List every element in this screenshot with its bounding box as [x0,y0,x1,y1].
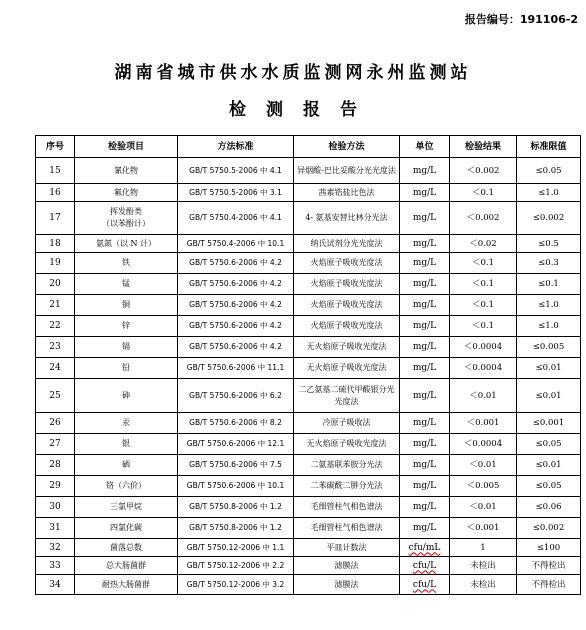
cell-standard: GB/T 5750.4-2006 中 4.1 [178,202,294,235]
cell-result: ＜0.0004 [450,358,517,379]
cell-seq: 32 [36,539,75,557]
cell-seq: 20 [36,274,75,295]
cell-limit: ≤1.0 [517,316,581,337]
cell-seq: 16 [36,184,75,202]
cell-method: 滤膜法 [294,557,400,575]
cell-seq: 21 [36,295,75,316]
report-number: 报告编号：191106-2 [464,13,578,26]
table-row [36,557,581,575]
header-item: 检验项目 [75,136,178,158]
cell-standard: GB/T 5750.6-2006 中 8.2 [178,413,294,434]
cell-method: 火焰原子吸收光度法 [294,274,400,295]
cell-seq: 29 [36,476,75,497]
cell-limit: ≤1.0 [517,295,581,316]
cell-limit: ≤0.05 [517,434,581,455]
header-result: 检验结果 [450,136,517,158]
cell-item: 铜 [75,295,178,316]
table-row [36,337,581,358]
cell-method: 二苯碳酰二肼分光法 [294,476,400,497]
cell-item: 总大肠菌群 [75,557,178,575]
cell-limit: 不得检出 [517,575,581,595]
cell-item: 氨氮（以 N 计） [75,235,178,253]
cell-standard: GB/T 5750.12-2006 中 1.1 [178,539,294,557]
cell-item: 耐热大肠菌群 [75,575,178,595]
cell-method: 平皿计数法 [294,539,400,557]
cell-standard: GB/T 5750.8-2006 中 1.2 [178,497,294,518]
table-row [36,295,581,316]
cell-item: 银 [75,434,178,455]
cell-unit: mg/L [400,274,450,295]
cell-seq: 25 [36,379,75,413]
table-row [36,455,581,476]
cell-result: 未检出 [450,575,517,595]
cell-item: 汞 [75,413,178,434]
table-row [36,497,581,518]
cell-method: 毛细管柱气相色谱法 [294,497,400,518]
cell-seq: 27 [36,434,75,455]
cell-standard: GB/T 5750.6-2006 中 4.2 [178,274,294,295]
cell-unit: mg/L [400,316,450,337]
cell-method: 4- 氨基安替比林分光法 [294,202,400,235]
cell-method: 毛细管柱气相色谱法 [294,518,400,539]
cell-standard: GB/T 5750.6-2006 中 4.2 [178,253,294,274]
cell-standard: GB/T 5750.8-2006 中 1.2 [178,518,294,539]
cell-item: 三氯甲烷 [75,497,178,518]
cell-standard: GB/T 5750.6-2006 中 10.1 [178,476,294,497]
header-seq: 序号 [36,136,75,158]
table-header-row [36,136,581,158]
table-row [36,235,581,253]
cell-result: ＜0.0004 [450,337,517,358]
cell-unit [400,575,450,595]
cell-standard: GB/T 5750.5-2006 中 4.1 [178,158,294,184]
table-row [36,518,581,539]
table-body [36,158,581,595]
cell-limit: ≤0.5 [517,235,581,253]
cell-unit: mg/L [400,358,450,379]
cell-seq: 24 [36,358,75,379]
cell-item: 铬（六价） [75,476,178,497]
cell-method: 无火焰原子吸收光度法 [294,358,400,379]
cell-unit: mg/L [400,497,450,518]
cell-item: 挥发酚类 （以苯酚计） [75,202,178,235]
cell-standard: GB/T 5750.6-2006 中 7.5 [178,455,294,476]
cell-method: 茜素锆盐比色法 [294,184,400,202]
table-row [36,379,581,413]
table-row [36,476,581,497]
unit-text: cfu/L [412,560,437,571]
cell-result: 未检出 [450,557,517,575]
header-limit: 标准限值 [517,136,581,158]
cell-limit: 不得检出 [517,557,581,575]
cell-result: ＜0.002 [450,158,517,184]
cell-unit: mg/L [400,379,450,413]
cell-seq: 17 [36,202,75,235]
cell-result: ＜0.1 [450,184,517,202]
cell-result: ＜0.002 [450,202,517,235]
cell-seq: 33 [36,557,75,575]
cell-item: 铅 [75,358,178,379]
cell-unit: mg/L [400,253,450,274]
cell-item: 硒 [75,455,178,476]
unit-text: cfu/L [412,579,437,590]
cell-unit: mg/L [400,295,450,316]
cell-unit: mg/L [400,518,450,539]
cell-limit: ≤0.06 [517,497,581,518]
unit-text: cfu/mL [408,542,441,553]
cell-item: 锰 [75,274,178,295]
cell-seq: 19 [36,253,75,274]
cell-unit: mg/L [400,434,450,455]
results-table [35,135,581,595]
cell-result: ＜0.1 [450,253,517,274]
report-title: 湖南省城市供水水质监测网永州监测站 [114,63,472,83]
cell-unit [400,539,450,557]
cell-method: 无火焰原子吸收光度法 [294,434,400,455]
table-row [36,158,581,184]
cell-method: 火焰原子吸收光度法 [294,316,400,337]
cell-unit: mg/L [400,476,450,497]
cell-unit: mg/L [400,235,450,253]
cell-standard: GB/T 5750.6-2006 中 11.1 [178,358,294,379]
cell-method: 火焰原子吸收光度法 [294,253,400,274]
cell-item: 四氯化碳 [75,518,178,539]
cell-unit: mg/L [400,337,450,358]
table-row [36,184,581,202]
cell-result: ＜0.1 [450,295,517,316]
table-row [36,358,581,379]
cell-unit: mg/L [400,158,450,184]
cell-item: 镉 [75,337,178,358]
table-row [36,413,581,434]
cell-standard: GB/T 5750.12-2006 中 3.2 [178,575,294,595]
cell-limit: ≤0.001 [517,413,581,434]
cell-result: ＜0.005 [450,476,517,497]
cell-unit: mg/L [400,202,450,235]
table-row [36,253,581,274]
cell-limit: ≤0.002 [517,518,581,539]
cell-item: 铁 [75,253,178,274]
cell-seq: 34 [36,575,75,595]
cell-result: ＜0.01 [450,497,517,518]
cell-unit [400,557,450,575]
cell-method: 滤膜法 [294,575,400,595]
cell-result: ＜0.001 [450,413,517,434]
table-row [36,539,581,557]
table-row [36,575,581,595]
header-standard: 方法标准 [178,136,294,158]
cell-method: 异烟酸-巴比妥酸分光光度法 [294,158,400,184]
cell-item: 菌落总数 [75,539,178,557]
cell-seq: 30 [36,497,75,518]
cell-limit: ≤0.01 [517,379,581,413]
cell-item: 氰化物 [75,158,178,184]
cell-limit: ≤1.0 [517,184,581,202]
cell-method: 二乙氨基二硫代甲酸银分光光度法 [294,379,400,413]
cell-seq: 26 [36,413,75,434]
cell-result: ＜0.1 [450,274,517,295]
cell-result: ＜0.001 [450,518,517,539]
cell-limit: ≤0.3 [517,253,581,274]
cell-limit: ≤0.005 [517,337,581,358]
cell-standard: GB/T 5750.12-2006 中 2.2 [178,557,294,575]
cell-standard: GB/T 5750.4-2006 中 10.1 [178,235,294,253]
cell-seq: 22 [36,316,75,337]
cell-standard: GB/T 5750.6-2006 中 6.2 [178,379,294,413]
cell-unit: mg/L [400,184,450,202]
cell-item: 氟化物 [75,184,178,202]
cell-result: ＜0.01 [450,379,517,413]
cell-result: ＜0.0004 [450,434,517,455]
cell-standard: GB/T 5750.5-2006 中 3.1 [178,184,294,202]
cell-unit: mg/L [400,413,450,434]
cell-result: 1 [450,539,517,557]
cell-limit: ≤0.002 [517,202,581,235]
cell-seq: 31 [36,518,75,539]
cell-seq: 28 [36,455,75,476]
cell-standard: GB/T 5750.6-2006 中 4.2 [178,295,294,316]
cell-limit: ≤0.05 [517,158,581,184]
cell-standard: GB/T 5750.6-2006 中 4.2 [178,316,294,337]
report-subtitle: 检测报告 [229,100,377,120]
cell-method: 冷原子吸收法 [294,413,400,434]
cell-standard: GB/T 5750.6-2006 中 12.1 [178,434,294,455]
cell-limit: ≤0.01 [517,455,581,476]
cell-limit: ≤0.1 [517,274,581,295]
cell-limit: ≤0.01 [517,358,581,379]
cell-standard: GB/T 5750.6-2006 中 4.2 [178,337,294,358]
cell-unit: mg/L [400,455,450,476]
cell-result: ＜0.1 [450,316,517,337]
cell-limit: ≤0.05 [517,476,581,497]
cell-result: ＜0.02 [450,235,517,253]
table-row [36,202,581,235]
table-row [36,434,581,455]
table-row [36,274,581,295]
cell-method: 纳氏试剂分光光度法 [294,235,400,253]
header-unit: 单位 [400,136,450,158]
cell-method: 火焰原子吸收光度法 [294,295,400,316]
cell-seq: 23 [36,337,75,358]
cell-seq: 15 [36,158,75,184]
cell-item: 砷 [75,379,178,413]
table-row [36,316,581,337]
cell-method: 无火焰原子吸收光度法 [294,337,400,358]
cell-result: ＜0.01 [450,455,517,476]
cell-seq: 18 [36,235,75,253]
cell-item: 锌 [75,316,178,337]
header-method: 检验方法 [294,136,400,158]
cell-method: 二氨基联苯胺分光法 [294,455,400,476]
cell-limit: ≤100 [517,539,581,557]
